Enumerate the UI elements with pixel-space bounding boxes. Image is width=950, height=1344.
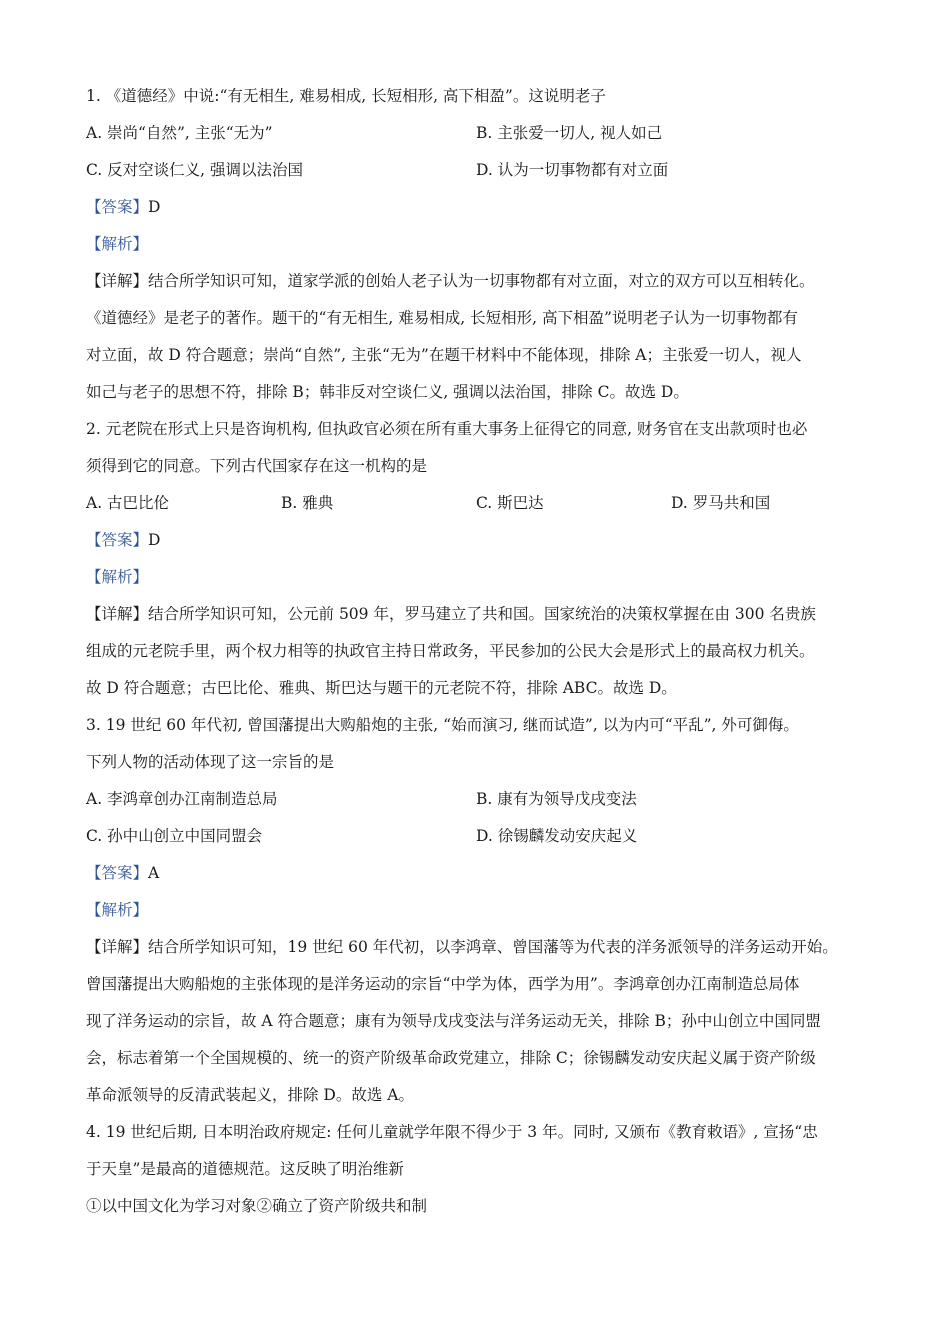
question-stem: 下列人物的活动体现了这一宗旨的是 <box>86 753 335 771</box>
answer-line <box>86 522 876 559</box>
analysis-tag: 【解析】 <box>86 901 149 919</box>
question-stem: 3. 19 世纪 60 年代初, 曾国藩提出大购船炮的主张, “始而演习, 继而试造”, 以为内可“平乱”, 外可御侮。 <box>86 716 799 734</box>
answer-line <box>86 855 876 892</box>
detail-tag: 【详解】 <box>86 605 149 623</box>
detail-line: 革命派领导的反清武装起义，排除 D。故选 A。 <box>86 1086 414 1104</box>
question-1 <box>86 78 876 411</box>
detail-line: 曾国藩提出大购船炮的主张体现的是洋务运动的宗旨“中学为体，西学为用”。李鸿章创办江南制造总局体 <box>86 975 800 993</box>
option-c: C. 斯巴达 <box>476 494 544 512</box>
option-b: B. 主张爱一切人, 视人如己 <box>476 124 663 142</box>
answer-value: D <box>148 531 161 549</box>
question-choices: ①以中国文化为学习对象②确立了资产阶级共和制 <box>86 1197 428 1215</box>
detail-line: 【详解】结合所学知识可知，19 世纪 60 年代初，以李鸿章、曾国藩等为代表的洋务派领导的洋务运动开始。 <box>86 938 838 956</box>
question-stem: 1. 《道德经》中说:“有无相生, 难易相成, 长短相形, 高下相盈”。这说明老子 <box>86 87 606 105</box>
question-stem: 2. 元老院在形式上只是咨询机构, 但执政官必须在所有重大事务上征得它的同意, 财务官在支出款项时也必 <box>86 420 808 438</box>
detail-line: 【详解】结合所学知识可知，道家学派的创始人老子认为一切事物都有对立面，对立的双方可以互相转化。 <box>86 272 815 290</box>
answer-tag: 【答案】 <box>86 198 149 216</box>
detail-line: 对立面，故 D 符合题意；崇尚“自然”, 主张“无为”在题干材料中不能体现，排除 A；主张爱一切人，视人 <box>86 346 802 364</box>
detail-line: 故 D 符合题意；古巴比伦、雅典、斯巴达与题干的元老院不符，排除 ABC。故选 D。 <box>86 679 677 697</box>
option-b: B. 康有为领导戊戌变法 <box>476 790 637 808</box>
option-d: D. 罗马共和国 <box>671 494 771 512</box>
analysis-tag: 【解析】 <box>86 568 149 586</box>
detail-line: 《道德经》是老子的著作。题干的“有无相生, 难易相成, 长短相形, 高下相盈”说明老子认为一切事物都有 <box>86 309 798 327</box>
analysis-tag: 【解析】 <box>86 235 149 253</box>
option-c: C. 反对空谈仁义, 强调以法治国 <box>86 161 304 179</box>
detail-line: 如己与老子的思想不符，排除 B；韩非反对空谈仁义, 强调以法治国，排除 C。故选 D。 <box>86 383 689 401</box>
option-d: D. 徐锡麟发动安庆起义 <box>476 827 638 845</box>
detail-line: 会，标志着第一个全国规模的、统一的资产阶级革命政党建立，排除 C；徐锡麟发动安庆起义属于资产阶级 <box>86 1049 816 1067</box>
exam-page <box>86 78 876 1225</box>
detail-tag: 【详解】 <box>86 938 149 956</box>
detail-line: 现了洋务运动的宗旨，故 A 符合题意；康有为领导戊戌变法与洋务运动无关，排除 B；孙中山创立中国同盟 <box>86 1012 821 1030</box>
option-c: C. 孙中山创立中国同盟会 <box>86 827 263 845</box>
question-stem: 于天皇”是最高的道德规范。这反映了明治维新 <box>86 1160 404 1178</box>
detail-tag: 【详解】 <box>86 272 149 290</box>
answer-tag: 【答案】 <box>86 864 149 882</box>
question-4 <box>86 1114 876 1225</box>
answer-value: D <box>148 198 161 216</box>
question-stem: 4. 19 世纪后期, 日本明治政府规定: 任何儿童就学年限不得少于 3 年。同时, 又颁布《教育敕语》, 宣扬“忠 <box>86 1123 818 1141</box>
option-a: A. 李鸿章创办江南制造总局 <box>86 790 278 808</box>
option-d: D. 认为一切事物都有对立面 <box>476 161 669 179</box>
option-b: B. 雅典 <box>281 494 334 512</box>
answer-line <box>86 189 876 226</box>
answer-tag: 【答案】 <box>86 531 149 549</box>
detail-line: 【详解】结合所学知识可知，公元前 509 年，罗马建立了共和国。国家统治的决策权掌握在由 300 名贵族 <box>86 605 816 623</box>
detail-line: 组成的元老院手里，两个权力相等的执政官主持日常政务，平民参加的公民大会是形式上的最高权力机关。 <box>86 642 815 660</box>
question-stem: 须得到它的同意。下列古代国家存在这一机构的是 <box>86 457 428 475</box>
option-a: A. 崇尚“自然”, 主张“无为” <box>86 124 273 142</box>
option-a: A. 古巴比伦 <box>86 494 170 512</box>
question-2 <box>86 411 876 707</box>
question-3 <box>86 707 876 1114</box>
answer-value: A <box>148 864 160 882</box>
